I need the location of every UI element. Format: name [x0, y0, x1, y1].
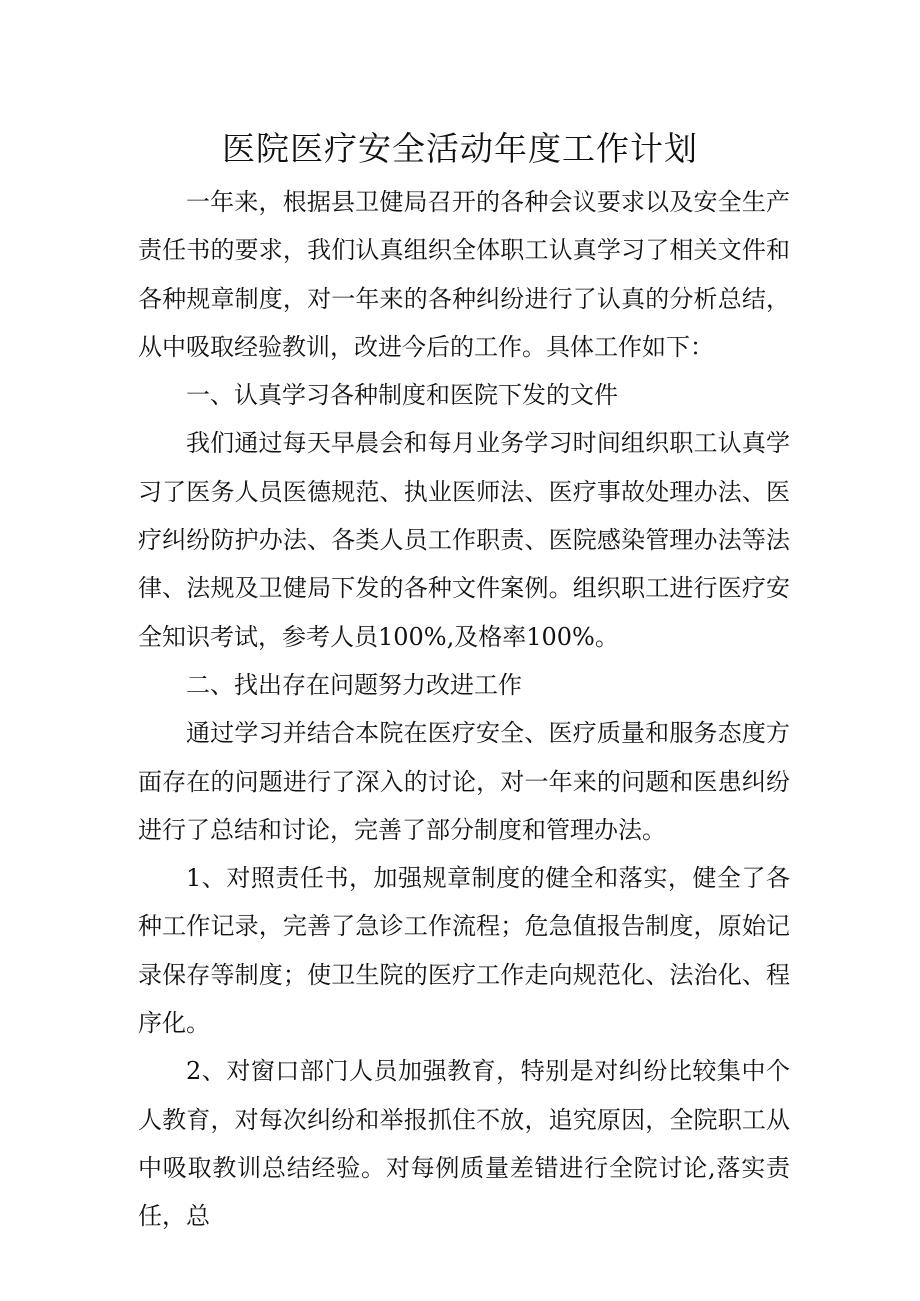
document-body: [138, 178, 790, 1241]
document-title: 医院医疗安全活动年度工作计划: [222, 129, 698, 168]
paragraph-study: 我们通过每天早晨会和每月业务学习时间组织职工认真学习了医务人员医德规范、执业医师法、医疗事故处理办法、医疗纠纷防护办法、各类人员工作职责、医院感染管理办法等法律、法规及卫健局下发的各种文件案例。组织职工进行医疗安全知识考试，参考人员100%,及格率100%。: [138, 429, 790, 651]
section-heading-2: 二、找出存在问题努力改进工作: [186, 670, 522, 699]
paragraph-item-1: 1、对照责任书，加强规章制度的健全和落实，健全了各种工作记录，完善了急诊工作流程；危急值报告制度，原始记录保存等制度；使卫生院的医疗工作走向规范化、法治化、程序化。: [138, 864, 790, 1038]
paragraph-discussion: 通过学习并结合本院在医疗安全、医疗质量和服务态度方面存在的问题进行了深入的讨论，对一年来的问题和医患纠纷进行了总结和讨论，完善了部分制度和管理办法。: [138, 719, 790, 844]
paragraph-intro: 一年来，根据县卫健局召开的各种会议要求以及安全生产责任书的要求，我们认真组织全体职工认真学习了相关文件和各种规章制度，对一年来的各种纠纷进行了认真的分析总结，从中吸取经验教训，改进今后的工作。具体工作如下：: [138, 188, 790, 361]
section-heading-1: 一、认真学习各种制度和医院下发的文件: [186, 381, 618, 410]
paragraph-item-2: 2、对窗口部门人员加强教育，特别是对纠纷比较集中个人教育，对每次纠纷和举报抓住不放，追究原因，全院职工从中吸取教训总结经验。对每例质量差错进行全院讨论,落实责任，总: [138, 1057, 790, 1231]
